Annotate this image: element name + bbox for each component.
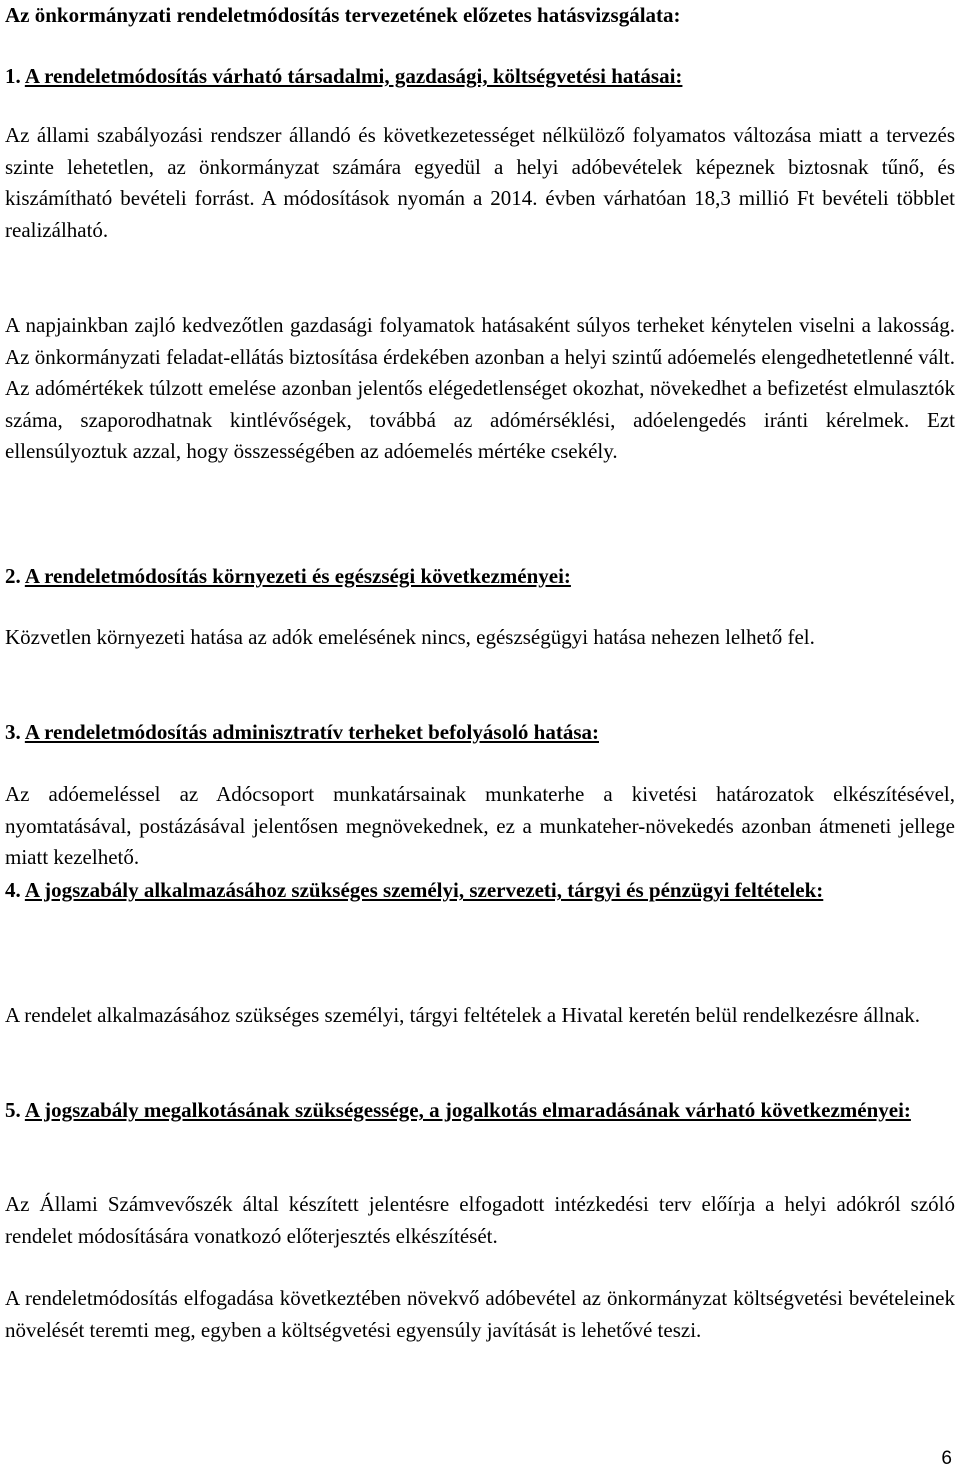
- document-title: Az önkormányzati rendeletmódosítás tervezetének előzetes hatásvizsgálata:: [5, 3, 681, 27]
- section-2-heading: [5, 561, 955, 593]
- section-heading-text: A rendeletmódosítás adminisztratív terheket befolyásoló hatása:: [24, 720, 599, 744]
- section-1-paragraph-1: Az állami szabályozási rendszer állandó és következetességet nélkülöző folyamatos változása miatt a tervezés szinte lehetetlen, az önkormányzat számára egyedül a helyi adóbevételek képeznek biztosnak tűnő, és kiszámítható bevételi forrást. A módosítások nyomán a 2014. évben várhatóan 18,3 millió Ft bevételi többlet realizálható.: [5, 123, 955, 242]
- page-number: 6: [941, 1448, 952, 1469]
- section-number: 1.: [5, 64, 21, 88]
- section-5-paragraph-1: Az Állami Számvevőszék által készített jelentésre elfogadott intézkedési terv előírja a helyi adókról szóló rendelet módosítására vonatkozó előterjesztés elkészítését.: [5, 1192, 955, 1248]
- section-number: 2.: [5, 564, 21, 588]
- section-heading-text: A rendeletmódosítás várható társadalmi, gazdasági, költségvetési hatásai:: [24, 64, 683, 88]
- section-3-heading: [5, 717, 955, 749]
- section-5-paragraph-2: A rendeletmódosítás elfogadása következtében növekvő adóbevétel az önkormányzat költségvetési bevételeinek növelését teremti meg, egyben a költségvetési egyensúly javítását is lehetővé teszi.: [5, 1286, 955, 1342]
- section-5-heading: [5, 1095, 955, 1127]
- section-number: 3.: [5, 720, 21, 744]
- section-number: 5.: [5, 1098, 21, 1122]
- section-1-heading: [5, 61, 955, 93]
- section-3-paragraph-1: Az adóemeléssel az Adócsoport munkatársainak munkaterhe a kivetési határozatok elkészítésével, nyomtatásával, postázásával jelentősen megnövekednek, ez a munkateher-növekedés azonban átmeneti jellege miatt kezelhető.: [5, 782, 955, 869]
- section-heading-text: A rendeletmódosítás környezeti és egészségi következményei:: [24, 564, 571, 588]
- section-heading-text: A jogszabály megalkotásának szükségessége, a jogalkotás elmaradásának várható következményei:: [24, 1098, 911, 1122]
- section-number: 4.: [5, 878, 21, 902]
- section-1-paragraph-2: A napjainkban zajló kedvezőtlen gazdasági folyamatok hatásaként súlyos terheket kénytelen viselni a lakosság. Az önkormányzati feladat-ellátás biztosítása érdekében azonban a helyi szintű adóemelés elengedhetetlenné vált. Az adómértékek túlzott emelése azonban jelentős elégedetlenséget okozhat, növekedhet a befizetést elmulasztók száma, szaporodhatnak kintlévőségek, továbbá az adómérséklési, adóelengedés iránti kérelmek. Ezt ellensúlyoztuk azzal, hogy összességében az adóemelés mértéke csekély.: [5, 313, 955, 463]
- section-2-paragraph-1: Közvetlen környezeti hatása az adók emelésének nincs, egészségügyi hatása nehezen lelhető fel.: [5, 625, 815, 649]
- section-heading-text: A jogszabály alkalmazásához szükséges személyi, szervezeti, tárgyi és pénzügyi feltételek:: [24, 878, 824, 902]
- section-4-heading: [5, 875, 955, 907]
- section-4-paragraph-1: A rendelet alkalmazásához szükséges személyi, tárgyi feltételek a Hivatal keretén belül rendelkezésre állnak.: [5, 1003, 921, 1027]
